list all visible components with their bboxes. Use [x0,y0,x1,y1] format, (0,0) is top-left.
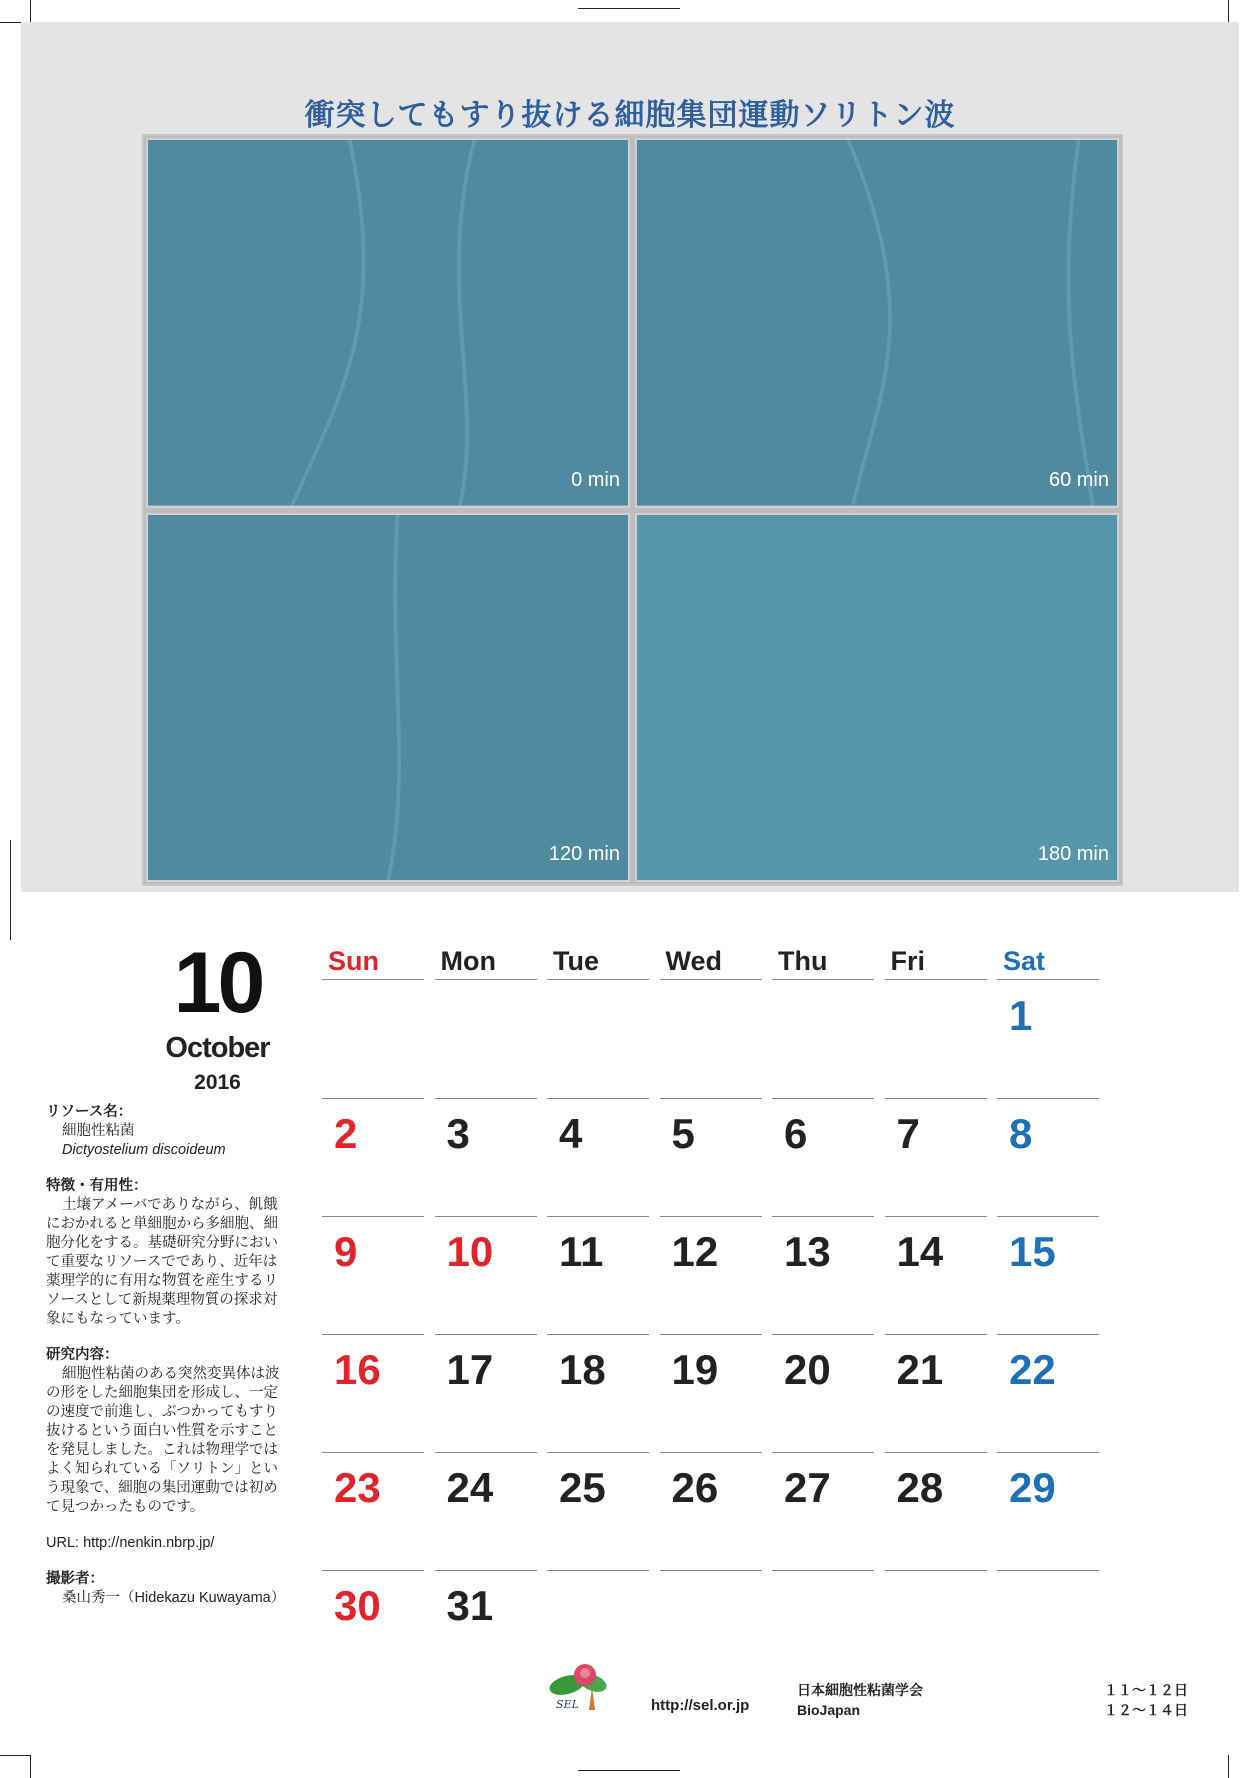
logo-text: SEL [556,1698,579,1711]
micrograph-180min [635,513,1119,883]
row-divider [660,1334,762,1335]
day-number: 1 [1009,992,1033,1039]
row-divider [885,1570,987,1571]
row-divider [997,1570,1099,1571]
features-heading: 特徴・有用性： [46,1178,148,1194]
weekday-header-sat: Sat [997,946,1099,980]
day-number: 17 [446,1346,494,1393]
day-number: 16 [334,1346,381,1393]
tile-time-label: 0 min [571,468,620,491]
event-names [797,1680,923,1720]
research-heading: 研究内容： [46,1347,119,1363]
row-divider [547,1216,649,1217]
calendar-day-cell [997,1452,1099,1570]
day-number: 31 [446,1582,494,1629]
weekday-header-thu: Thu [772,946,874,980]
calendar-day-cell [772,980,874,1098]
day-number: 29 [1009,1464,1056,1511]
research-text [46,1365,298,1517]
micrograph-120min [146,513,630,883]
text-line: 薬理学的に有用な物質を産生するリ [46,1273,278,1289]
text-line: よく知られている「ソリトン」とい [46,1461,278,1477]
resource-name-jp: 細胞性粘菌 [62,1123,135,1139]
photo-title: 衝突してもすり抜ける細胞集団運動ソリトン波 [304,99,956,132]
calendar-day-cell [547,1452,649,1570]
day-number: 11 [559,1228,604,1275]
day-number: 18 [559,1346,606,1393]
tile-time-label: 60 min [1048,468,1109,491]
day-number: 3 [446,1110,470,1157]
text-line: の速度で前進し、ぶつかってもすり [46,1404,278,1420]
row-divider [772,1098,874,1099]
photo-panel [21,22,1239,892]
day-number: 2 [334,1110,358,1157]
row-divider [885,1334,987,1335]
row-divider [547,1334,649,1335]
micrograph-image [148,515,628,881]
tile-time-label: 180 min [1037,843,1109,865]
year: 2016 [194,1071,241,1094]
row-divider [997,1452,1099,1453]
weekday-header-sun: Sun [322,946,424,980]
row-divider [772,1216,874,1217]
row-divider [997,1098,1099,1099]
day-number: 22 [1009,1346,1056,1393]
society-url-link[interactable]: http://sel.or.jp [651,1697,750,1714]
photographer-heading: 撮影者： [46,1571,104,1587]
row-divider [772,1570,874,1571]
resource-name-latin: Dictyostelium discoideum [62,1142,226,1158]
calendar-day-cell [660,1452,762,1570]
row-divider [435,1216,537,1217]
calendar-day-cell [435,1216,537,1334]
calendar-day-cell [772,1216,874,1334]
day-number: 10 [446,1228,494,1275]
calendar-day-cell [772,1334,874,1452]
weekday-header-fri: Fri [885,946,987,980]
text-line: におかれると単細胞から多細胞、細 [46,1216,278,1232]
society-dates: １１〜１２日 [1104,1682,1188,1698]
day-number: 24 [446,1464,494,1511]
day-number: 28 [896,1464,944,1511]
calendar-day-cell [547,1334,649,1452]
resource-info [46,1103,298,1608]
day-number: 7 [896,1110,920,1157]
day-number: 30 [334,1582,381,1629]
row-divider [435,1098,537,1099]
calendar-day-cell [885,1452,987,1570]
calendar-day-cell [322,1452,424,1570]
text-line: て重要なリソースでであり、近年は [46,1254,278,1270]
day-number: 13 [784,1228,831,1275]
row-divider [885,1098,987,1099]
day-number: 26 [671,1464,719,1511]
calendar-day-cell [547,980,649,1098]
calendar-day-cell [547,1098,649,1216]
row-divider [660,1452,762,1453]
day-number: 21 [896,1346,944,1393]
text-line: の形をした細胞集団を形成し、一定 [46,1385,278,1401]
row-divider [885,1452,987,1453]
row-divider [997,1334,1099,1335]
calendar-day-cell [885,1334,987,1452]
crop-mark [10,840,11,940]
crop-mark [30,0,31,22]
weekday-header-wed: Wed [660,946,762,980]
calendar-day-cell [997,980,1099,1098]
text-line: 胞分化をする。基礎研究分野におい [46,1235,278,1251]
calendar-day-cell [322,1334,424,1452]
crop-mark [30,1755,31,1778]
calendar-day-cell [435,980,537,1098]
day-number: 25 [559,1464,606,1511]
crop-mark [0,1755,30,1756]
row-divider [322,1452,424,1453]
day-number: 27 [784,1464,831,1511]
day-number: 20 [784,1346,831,1393]
society-name: 日本細胞性粘菌学会 [797,1682,923,1698]
row-divider [435,1334,537,1335]
day-number: 19 [671,1346,719,1393]
photographer-name: 桑山秀一（Hidekazu Kuwayama） [62,1590,286,1606]
calendar-day-cell [322,980,424,1098]
calendar-day-cell [660,1334,762,1452]
row-divider [322,1216,424,1217]
calendar-day-cell [322,1098,424,1216]
day-number: 5 [671,1110,695,1157]
crop-mark [578,8,680,9]
calendar-day-cell [997,1098,1099,1216]
calendar-day-cell [435,1098,537,1216]
text-line: う現象で、細胞の集団運動では初め [46,1480,278,1496]
weekday-header-tue: Tue [547,946,649,980]
crop-mark [1228,0,1229,22]
day-number: 12 [671,1228,719,1275]
micrograph-image [637,140,1117,506]
text-line: 象にもなっています。 [46,1311,190,1327]
resource-url-link[interactable]: URL: http://nenkin.nbrp.jp/ [46,1535,215,1551]
footer [0,1655,1240,1725]
text-line: を発見しました。これは物理学では [46,1442,278,1458]
row-divider [322,1334,424,1335]
crop-mark [0,22,21,23]
row-divider [547,1452,649,1453]
micrograph-image [637,515,1117,881]
resource-heading: リソース名： [46,1104,133,1120]
row-divider [547,1098,649,1099]
photo-grid [142,134,1123,886]
calendar-day-cell [435,1452,537,1570]
row-divider [772,1334,874,1335]
event-name: BioJapan [797,1702,861,1718]
calendar-day-cell [772,1098,874,1216]
event-dates-text: １２〜１４日 [1104,1702,1188,1718]
row-divider [885,1216,987,1217]
crop-mark [1228,1755,1229,1778]
row-divider [322,1570,424,1571]
row-divider [772,1452,874,1453]
calendar-day-cell [885,1098,987,1216]
calendar-day-cell [660,980,762,1098]
row-divider [435,1570,537,1571]
day-number: 23 [334,1464,381,1511]
row-divider [660,1570,762,1571]
crop-mark [578,1770,680,1771]
tile-time-label: 120 min [548,843,620,865]
calendar-day-cell [547,1216,649,1334]
micrograph-60min [635,138,1119,508]
text-line: ソースとして新規薬理物質の探求対 [46,1292,278,1308]
day-number: 15 [1009,1228,1056,1275]
text-line: 細胞性粘菌のある突然変異体は波 [62,1366,280,1382]
text-line: 抜けるという面白い性質を示すこと [46,1423,278,1439]
calendar-day-cell [997,1216,1099,1334]
row-divider [997,1216,1099,1217]
calendar-day-cell [660,1098,762,1216]
micrograph-0min [146,138,630,508]
calendar-day-cell [885,980,987,1098]
day-number: 4 [559,1110,583,1157]
event-dates [1104,1680,1188,1720]
calendar-day-cell [435,1334,537,1452]
month-name: October [165,1032,270,1064]
row-divider [435,1452,537,1453]
day-number: 9 [334,1228,358,1275]
month-number: 10 [173,935,262,1031]
row-divider [322,1098,424,1099]
weekday-header-mon: Mon [435,946,537,980]
text-line: て見つかったものです。 [46,1499,205,1515]
row-divider [660,1098,762,1099]
day-number: 14 [896,1228,944,1275]
text-line: 土壌アメーバでありながら、飢餓 [62,1197,278,1213]
calendar-day-cell [322,1216,424,1334]
calendar-day-cell [885,1216,987,1334]
calendar-day-cell [772,1452,874,1570]
row-divider [547,1570,649,1571]
calendar-day-cell [997,1334,1099,1452]
micrograph-image [148,140,628,506]
row-divider [660,1216,762,1217]
day-number: 6 [784,1110,808,1157]
month-header [150,935,285,1095]
features-text [46,1196,298,1329]
day-number: 8 [1009,1110,1033,1157]
calendar-day-cell [660,1216,762,1334]
